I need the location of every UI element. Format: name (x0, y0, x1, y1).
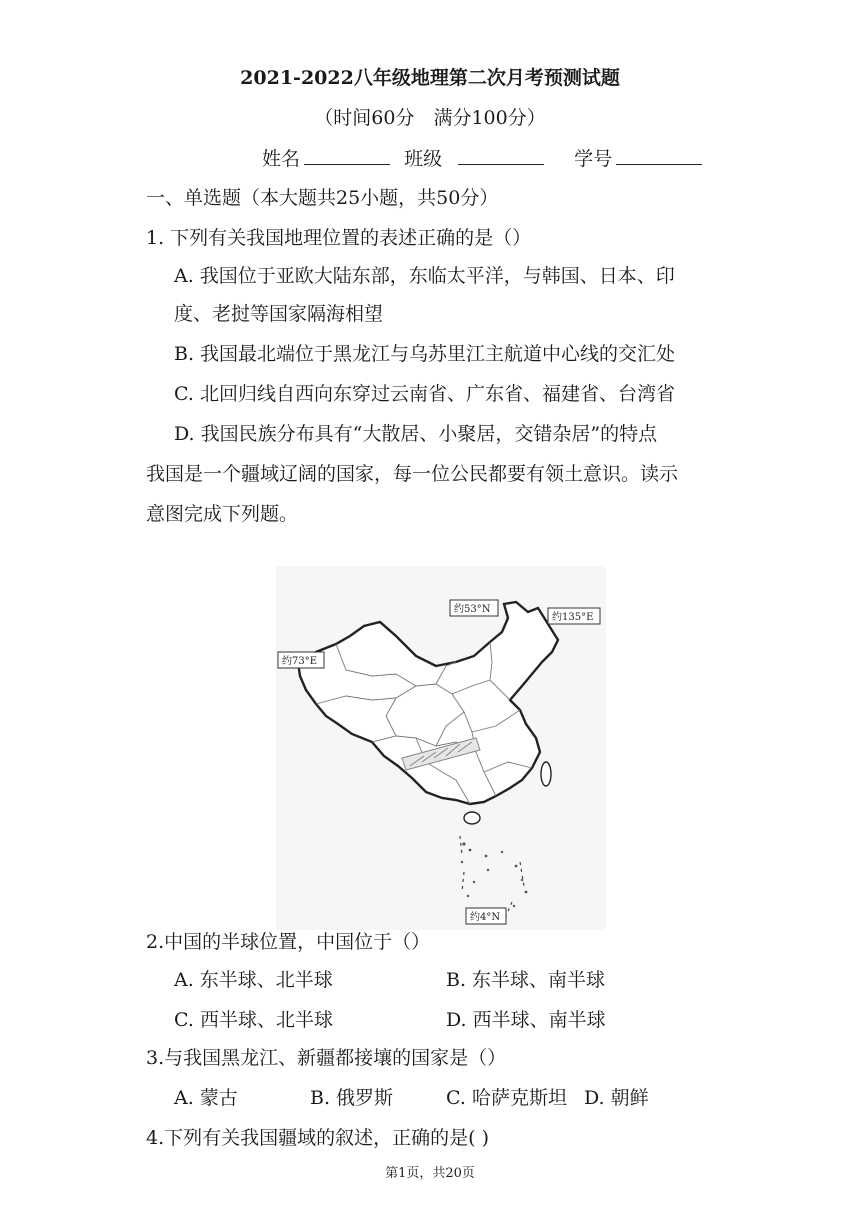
q3-option-d: D. 朝鲜 (584, 1087, 649, 1109)
section-heading: 一、单选题（本大题共25小题，共50分） (146, 187, 499, 209)
intro-text-line2: 意图完成下列题。 (146, 503, 299, 525)
q2-option-d: D. 西半球、南半球 (446, 1009, 606, 1031)
name-field[interactable] (304, 146, 390, 165)
q1-option-a: A. 我国位于亚欧大陆东部，东临太平洋，与韩国、日本、印 (174, 265, 675, 287)
intro-text-line1: 我国是一个疆域辽阔的国家，每一位公民都要有领土意识。读示 (146, 463, 679, 485)
q2-option-a: A. 东半球、北半球 (174, 969, 333, 991)
q1-option-c: C. 北回归线自西向东穿过云南省、广东省、福建省、台湾省 (174, 383, 675, 405)
exam-title: 2021-2022八年级地理第二次月考预测试题 (240, 67, 620, 89)
q3-stem: 3.与我国黑龙江、新疆都接壤的国家是（） (146, 1047, 507, 1069)
q3-option-b: B. 俄罗斯 (310, 1087, 394, 1109)
exam-subtitle: （时间60分 满分100分） (314, 107, 546, 129)
student-info-row (262, 146, 706, 171)
q2-option-b: B. 东半球、南半球 (446, 969, 606, 991)
label-north-53: 约53°N (454, 604, 491, 615)
q1-option-a-cont: 度、老挝等国家隔海相望 (174, 303, 384, 325)
label-south-4: 约4°N (470, 912, 501, 923)
q1-stem: 1. 下列有关我国地理位置的表述正确的是（） (146, 227, 532, 249)
hainan-island (464, 812, 480, 824)
name-label: 姓名 (262, 148, 301, 170)
id-label: 学号 (574, 148, 613, 170)
q3-option-c: C. 哈萨克斯坦 (446, 1087, 567, 1109)
q3-option-a: A. 蒙古 (174, 1087, 238, 1109)
q4-stem: 4.下列有关我国疆域的叙述，正确的是( ) (146, 1127, 489, 1149)
q2-option-c: C. 西半球、北半球 (174, 1009, 333, 1031)
q1-option-b: B. 我国最北端位于黑龙江与乌苏里江主航道中心线的交汇处 (174, 343, 676, 365)
taiwan-island (541, 762, 551, 786)
q1-option-d: D. 我国民族分布具有“大散居、小聚居，交错杂居”的特点 (174, 423, 658, 445)
china-map-figure (276, 566, 606, 930)
page-footer: 第1页，共20页 (385, 1166, 475, 1181)
label-west-73: 约73°E (282, 656, 318, 667)
class-label: 班级 (404, 148, 443, 170)
q2-stem: 2.中国的半球位置，中国位于（） (146, 931, 431, 953)
id-field[interactable] (616, 146, 702, 165)
class-field[interactable] (458, 146, 544, 165)
label-east-135: 约135°E (552, 612, 594, 623)
